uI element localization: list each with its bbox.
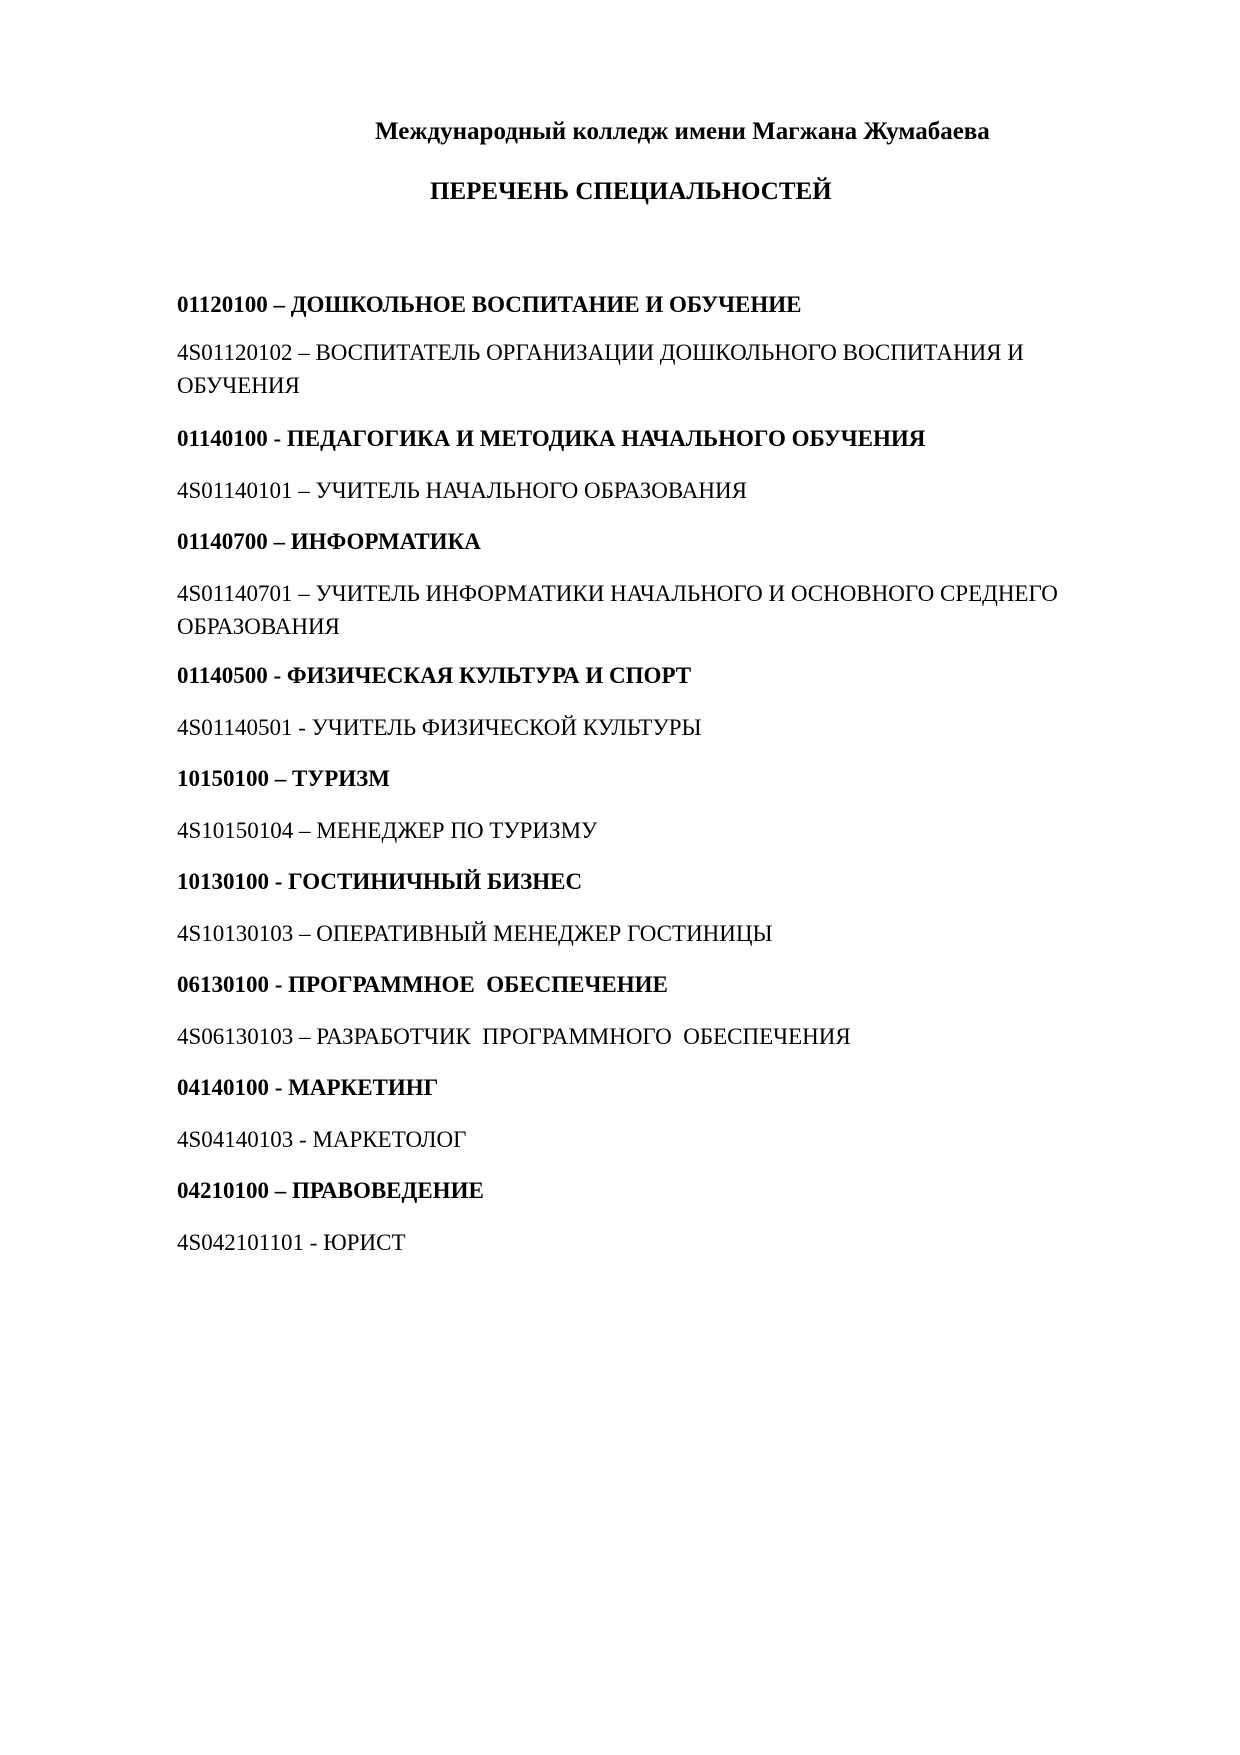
- specialty-heading: 04210100 – ПРАВОВЕДЕНИЕ: [177, 1178, 484, 1203]
- specialty-group: [177, 970, 1157, 1053]
- specialty-heading: 10130100 - ГОСТИНИЧНЫЙ БИЗНЕС: [177, 869, 583, 894]
- qualification-line: 4S01140501 - УЧИТЕЛЬ ФИЗИЧЕСКОЙ КУЛЬТУРЫ: [177, 715, 702, 740]
- specialty-group: [177, 1176, 1157, 1259]
- specialty-group: [177, 290, 1157, 402]
- specialty-list: [177, 290, 1157, 1259]
- specialty-group: [177, 661, 1157, 744]
- specialty-heading: 01140700 – ИНФОРМАТИКА: [177, 529, 481, 554]
- specialty-group: [177, 1073, 1157, 1156]
- qualification-line: 4S01140701 – УЧИТЕЛЬ ИНФОРМАТИКИ НАЧАЛЬНОГО И ОСНОВНОГО СРЕДНЕГО ОБРАЗОВАНИЯ: [177, 581, 1058, 639]
- qualification-line: 4S06130103 – РАЗРАБОТЧИК ПРОГРАММНОГО ОБЕСПЕЧЕНИЯ: [177, 1024, 851, 1049]
- specialty-heading: 04140100 - МАРКЕТИНГ: [177, 1075, 439, 1100]
- specialty-heading: 01140100 - ПЕДАГОГИКА И МЕТОДИКА НАЧАЛЬНОГО ОБУЧЕНИЯ: [177, 426, 926, 451]
- qualification-line: 4S10130103 – ОПЕРАТИВНЫЙ МЕНЕДЖЕР ГОСТИНИЦЫ: [177, 921, 773, 946]
- specialty-group: [177, 424, 1157, 507]
- specialty-group: [177, 867, 1157, 950]
- specialty-heading: 10150100 – ТУРИЗМ: [177, 766, 391, 791]
- qualification-line: 4S01140101 – УЧИТЕЛЬ НАЧАЛЬНОГО ОБРАЗОВАНИЯ: [177, 478, 747, 503]
- college-name: Международный колледж имени Магжана Жумабаева: [375, 118, 990, 145]
- specialty-heading: 01120100 – ДОШКОЛЬНОЕ ВОСПИТАНИЕ И ОБУЧЕНИЕ: [177, 292, 802, 317]
- qualification-line: 4S04140103 - МАРКЕТОЛОГ: [177, 1127, 467, 1152]
- qualification-line: 4S10150104 – МЕНЕДЖЕР ПО ТУРИЗМУ: [177, 818, 598, 843]
- specialty-heading: 01140500 - ФИЗИЧЕСКАЯ КУЛЬТУРА И СПОРТ: [177, 663, 692, 688]
- specialty-group: [177, 527, 1157, 643]
- specialty-group: [177, 764, 1157, 847]
- specialty-heading: 06130100 - ПРОГРАММНОЕ ОБЕСПЕЧЕНИЕ: [177, 972, 668, 997]
- qualification-line: 4S01120102 – ВОСПИТАТЕЛЬ ОРГАНИЗАЦИИ ДОШКОЛЬНОГО ВОСПИТАНИЯ И ОБУЧЕНИЯ: [177, 340, 1024, 398]
- qualification-line: 4S042101101 - ЮРИСТ: [177, 1230, 406, 1255]
- document-title: ПЕРЕЧЕНЬ СПЕЦИАЛЬНОСТЕЙ: [430, 178, 832, 205]
